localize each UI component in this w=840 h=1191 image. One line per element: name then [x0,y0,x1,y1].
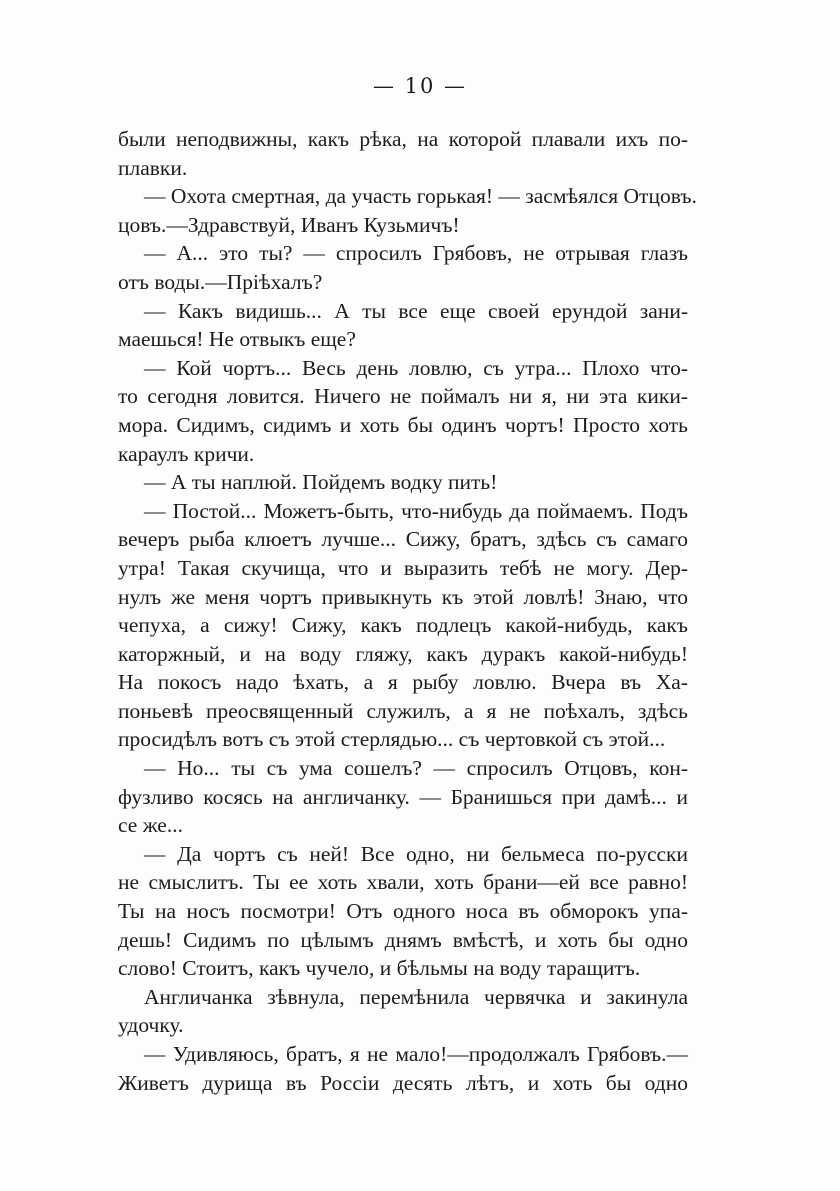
text-line: — Какъ видишь... А ты все еще своей ерундой зани- [144,298,688,323]
text-line: фузливо косясь на англичанку. — Бранишься при дамѣ... и [118,784,688,809]
text-line: Живетъ дурища въ Россіи десять лѣтъ, и хоть бы одно [118,1070,688,1095]
text-line: — Постой... Можетъ-быть, что-нибудь да поймаемъ. Подъ [144,498,688,523]
paragraph [118,840,688,983]
text-line: отъ воды.—Пріѣхалъ? [118,269,323,294]
paragraph [118,354,688,468]
paragraph [118,983,688,1040]
text-line: чепуха, а сижу! Сижу, какъ подлецъ какой-нибудь, какъ [118,613,688,638]
text-line: плавки. [118,155,188,180]
text-line: мора. Сидимъ, сидимъ и хоть бы одинъ чортъ! Просто хоть [118,412,688,437]
text-line: — Но... ты съ ума сошелъ? — спросилъ Отцовъ, кон- [144,756,688,781]
text-line: не смыслитъ. Ты ее хоть хвали, хоть брани—ей все равно! [118,870,688,895]
text-line: то сегодня ловится. Ничего не поймалъ ни я, ни эта кики- [118,384,688,409]
text-line: — Да чортъ съ ней! Все одно, ни бельмеса по-русски [144,841,688,866]
paragraph [118,754,688,840]
text-line: — Охота смертная, да участь горькая! — засмѣялся Отцовъ. [144,184,697,209]
text-line: просидѣлъ вотъ съ этой стерлядью... съ чертовкой съ этой... [118,727,666,752]
paragraph [118,239,688,296]
page-text [118,125,697,1097]
text-line: караулъ кричи. [118,441,255,466]
text-line: На покосъ надо ѣхать, а я рыбу ловлю. Вчера въ Ха- [118,670,688,695]
text-line: Англичанка зѣвнула, перемѣнила червячка и закинула [144,984,688,1009]
text-line: каторжный, и на воду гляжу, какъ дуракъ какой-нибудь! [118,641,688,666]
text-line: были неподвижны, какъ рѣка, на которой плавали ихъ по- [118,127,688,151]
paragraph [118,497,688,754]
text-line: се же... [118,813,183,838]
text-line: — А... это ты? — спросилъ Грябовъ, не отрывая глазъ [144,241,688,266]
paragraph [118,125,688,182]
text-line: поньевѣ преосвященный служилъ, а я не поѣхалъ, здѣсь [118,698,688,723]
text-line: — Удивляюсь, братъ, я не мало!—продолжалъ Грябовъ.— [144,1042,688,1066]
paragraph [118,297,688,354]
text-line: вечеръ рыба клюетъ лучше... Сижу, братъ, здѣсь съ самаго [118,527,688,552]
text-line: Ты на носъ посмотри! Отъ одного носа въ обморокъ упа- [118,899,688,924]
text-line: — А ты наплюй. Пойдемъ водку пить! [144,470,498,495]
text-line: нулъ же меня чортъ привыкнуть къ этой ловлѣ! Знаю, что [118,584,688,609]
text-line: дешь! Сидимъ по цѣлымъ днямъ вмѣстѣ, и хоть бы одно [118,927,688,952]
text-line: утра! Такая скучища, что и выразить тебѣ не могу. Дер- [118,555,688,580]
page-number: — 10 — [372,74,468,98]
paragraph [118,1040,688,1097]
text-line: цовъ.—Здравствуй, Иванъ Кузьмичъ! [118,212,460,237]
text-line: удочку. [118,1013,184,1038]
text-line: — Кой чортъ... Весь день ловлю, съ утра... Плохо что- [144,355,688,380]
text-line: маешься! Не отвыкъ еще? [118,327,356,352]
paragraph [118,468,688,497]
paragraph [118,182,697,239]
text-line: слово! Стоитъ, какъ чучело, и бѣльмы на воду таращитъ. [118,956,641,981]
